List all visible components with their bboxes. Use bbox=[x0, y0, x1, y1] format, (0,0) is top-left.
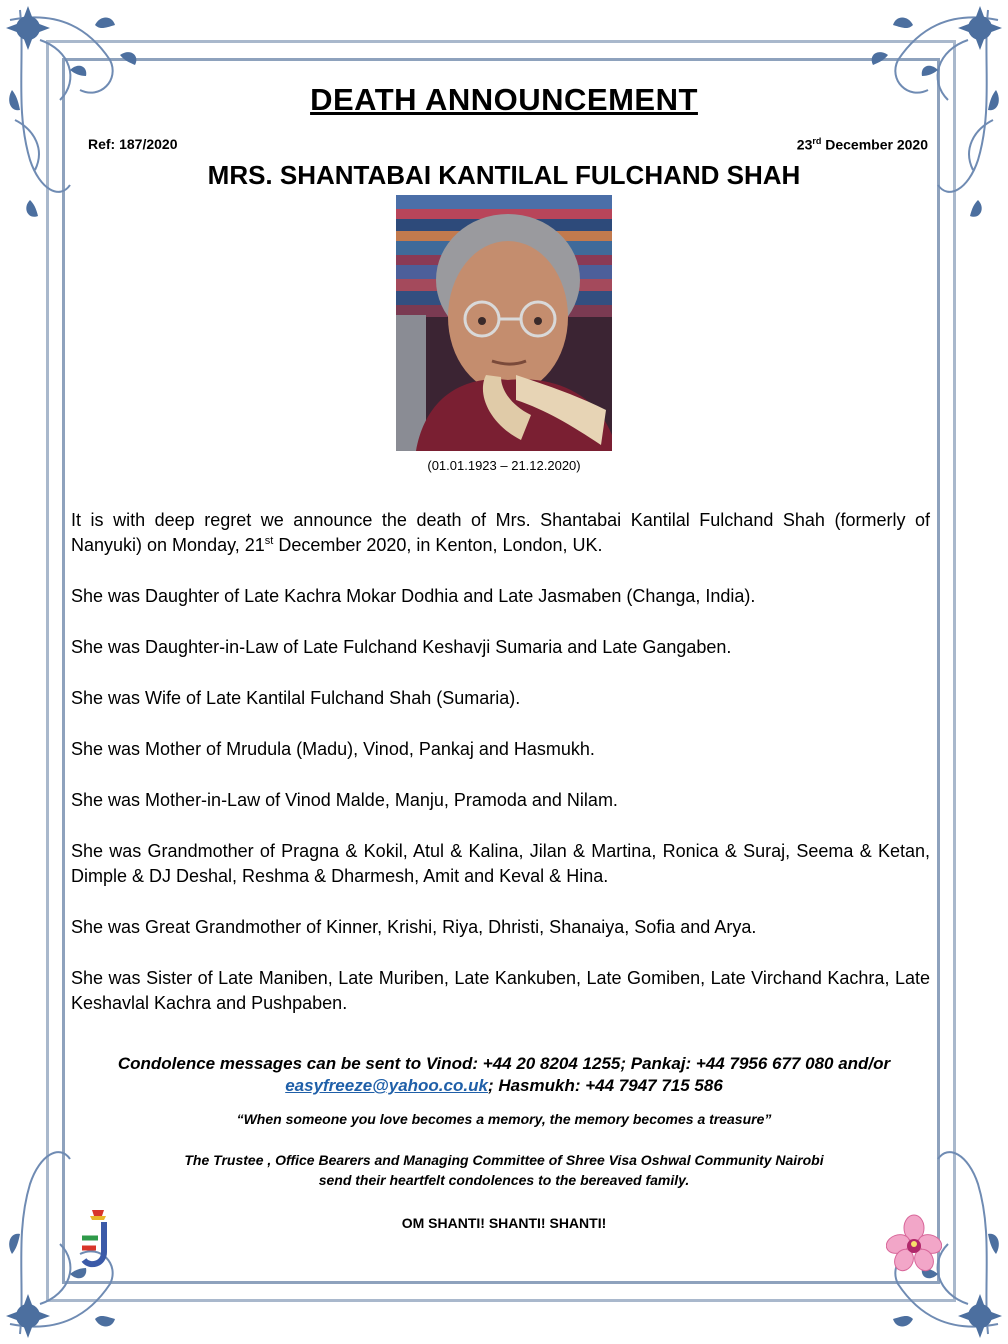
intro-text-b: December 2020, in Kenton, London, UK. bbox=[273, 535, 603, 555]
grandmother-paragraph: She was Grandmother of Pragna & Kokil, Atul & Kalina, Jilan & Martina, Ronica & Suraj, Seema & Ketan, Dimple & DJ Deshal, Reshma & Dharmesh, Amit and Keval & Hina. bbox=[71, 841, 930, 886]
community-logo-icon bbox=[78, 1208, 118, 1272]
page-title: DEATH ANNOUNCEMENT bbox=[310, 82, 698, 117]
daughter-paragraph: She was Daughter of Late Kachra Mokar Dodhia and Late Jasmaben (Changa, India). bbox=[71, 586, 756, 606]
mother-paragraph: She was Mother of Mrudula (Madu), Vinod, Pankaj and Hasmukh. bbox=[71, 739, 595, 759]
om-shanti: OM SHANTI! SHANTI! SHANTI! bbox=[401, 1215, 607, 1231]
intro-sup: st bbox=[264, 535, 274, 547]
deceased-name: MRS. SHANTABAI KANTILAL FULCHAND SHAH bbox=[207, 160, 801, 190]
mother-in-law-paragraph: She was Mother-in-Law of Vinod Malde, Manju, Pramoda and Nilam. bbox=[71, 790, 618, 810]
announcement-body bbox=[71, 508, 930, 1042]
great-grandmother-paragraph: She was Great Grandmother of Kinner, Krishi, Riya, Dhristi, Shanaiya, Sofia and Arya. bbox=[71, 917, 757, 937]
portrait-photo bbox=[396, 195, 612, 451]
trustee-line-1: The Trustee , Office Bearers and Managing Committee of Shree Visa Oshwal Community Nairobi bbox=[184, 1152, 824, 1168]
intro-text-a: It is with deep regret we announce the death of Mrs. Shantabai Kantilal Fulchand Shah (formerly of Nanyuki) on Monday, 21 bbox=[71, 510, 930, 555]
intro-paragraph bbox=[71, 508, 930, 558]
life-dates: (01.01.1923 – 21.12.2020) bbox=[427, 458, 581, 473]
condolence-contacts bbox=[60, 1053, 948, 1097]
orchid-flower-icon bbox=[886, 1214, 942, 1274]
condolence-line-2-rest: ; Hasmukh: +44 7947 715 586 bbox=[487, 1076, 723, 1095]
email-link[interactable]: easyfreeze@yahoo.co.uk bbox=[285, 1076, 488, 1095]
reference-number: Ref: 187/2020 bbox=[88, 136, 178, 152]
daughter-in-law-paragraph: She was Daughter-in-Law of Late Fulchand Keshavji Sumaria and Late Gangaben. bbox=[71, 637, 732, 657]
condolence-line-2 bbox=[60, 1075, 948, 1097]
date-suffix: rd bbox=[812, 136, 822, 146]
sister-paragraph: She was Sister of Late Maniben, Late Muriben, Late Kankuben, Late Gomiben, Late Virchand Kachra, Late Keshavlal Kachra and Pushpaben. bbox=[71, 968, 930, 1013]
date-day: 23 bbox=[796, 136, 813, 153]
condolence-line-1: Condolence messages can be sent to Vinod: +44 20 8204 1255; Pankaj: +44 7956 677 080 and/or bbox=[117, 1054, 891, 1073]
wife-paragraph: She was Wife of Late Kantilal Fulchand Shah (Sumaria). bbox=[71, 688, 521, 708]
date-rest: December 2020 bbox=[821, 136, 928, 153]
trustee-message bbox=[0, 1150, 1008, 1190]
memorial-quote: “When someone you love becomes a memory, the memory becomes a treasure” bbox=[236, 1111, 772, 1127]
trustee-line-2: send their heartfelt condolences to the bereaved family. bbox=[318, 1172, 690, 1188]
announcement-date bbox=[797, 136, 928, 153]
